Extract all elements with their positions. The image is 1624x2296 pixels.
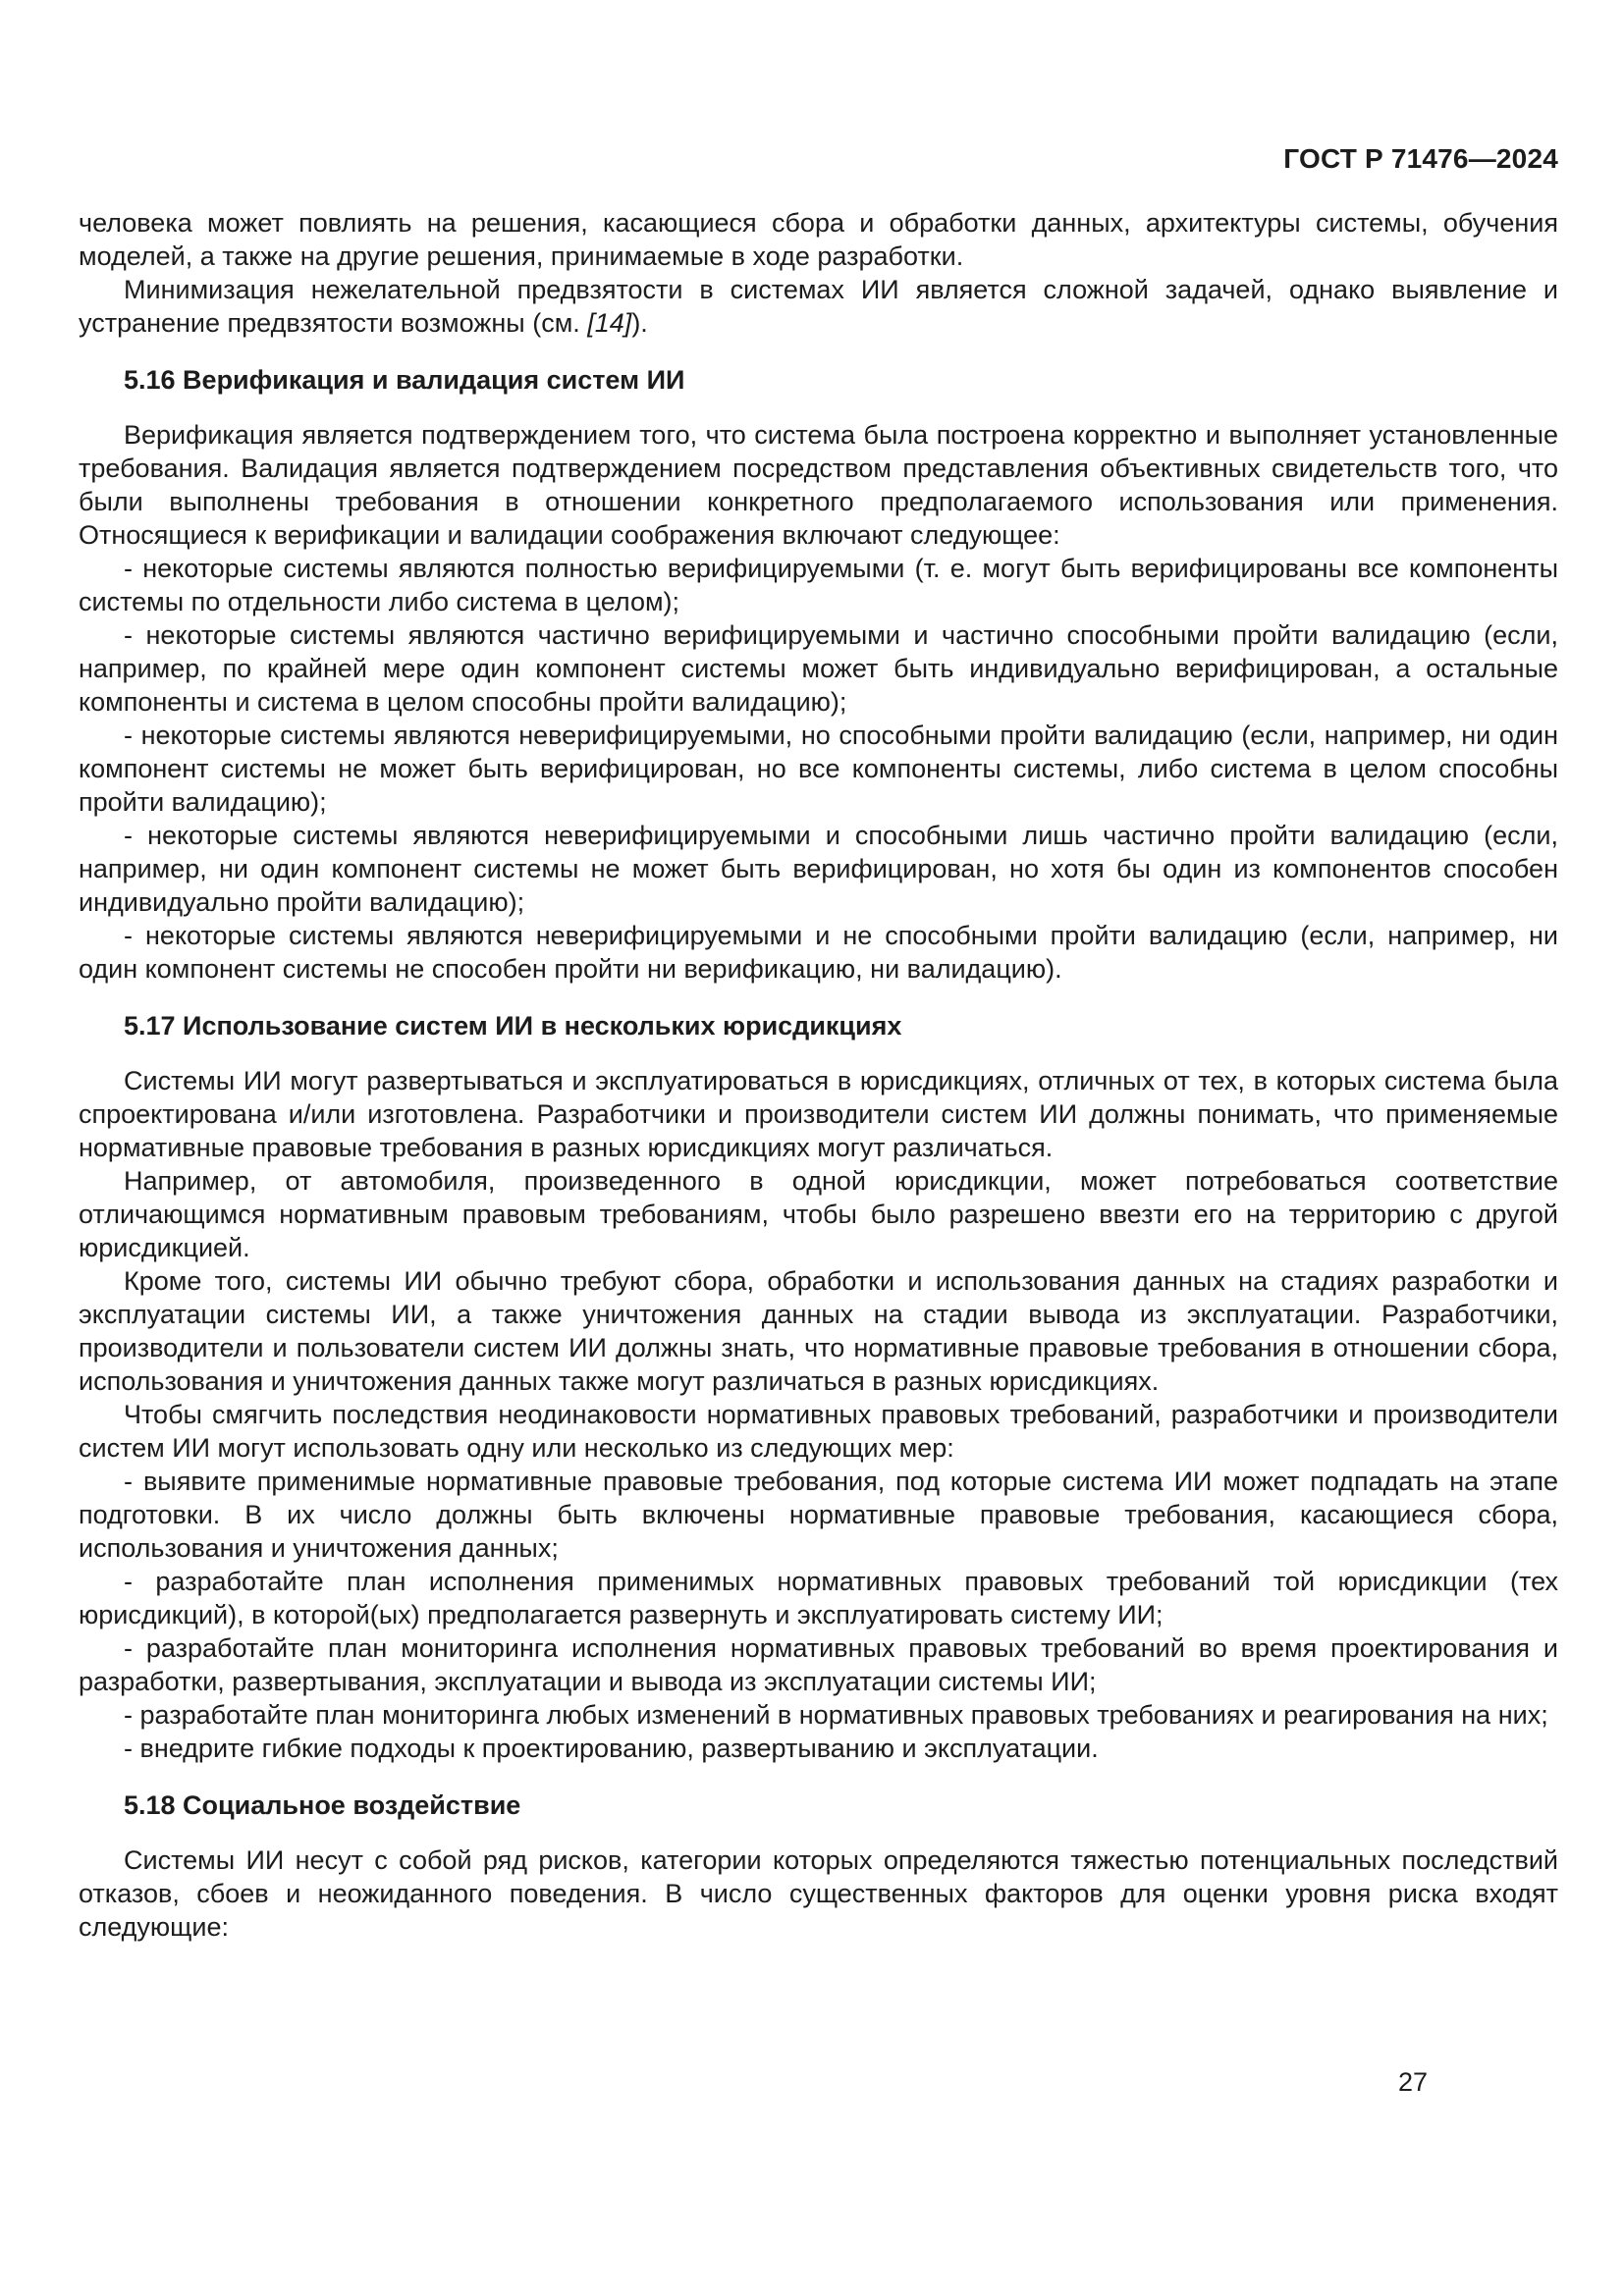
paragraph-jurisdictions-deployment: Системы ИИ могут развертываться и эксплуатироваться в юрисдикциях, отличных от тех, в которых система была спроектирована и/или изготовлена. Разработчики и производители систем ИИ должны понимать, что применяемые нормативные правовые требования в разных юрисдикциях могут различаться. (79, 1066, 1558, 1162)
section-heading-5-17: 5.17 Использование систем ИИ в нескольких юрисдикциях (124, 1011, 902, 1041)
list-item-nonverifiable-validatable: - некоторые системы являются неверифицируемыми, но способными пройти валидацию (если, например, ни один компонент системы не может быть верифицирован, но все компоненты системы, либо система в целом способны пройти валидацию); (79, 721, 1558, 817)
running-header: ГОСТ Р 71476—2024 (1283, 143, 1558, 174)
paragraph-bias-minimization-text: Минимизация нежелательной предвзятости в системах ИИ является сложной задачей, однако выявление и устранение предвзятости возможны (см. (79, 275, 1558, 338)
list-item-nonverifiable-nonvalidatable: - некоторые системы являются неверифицируемыми и не способными пройти валидацию (если, например, ни один компонент системы не способен пройти ни верификацию, ни валидацию). (79, 921, 1558, 984)
list-item-partially-verifiable: - некоторые системы являются частично верифицируемыми и частично способными пройти валидацию (если, например, по крайней мере один компонент системы может быть индивидуально верифицирован, а остальные компоненты и система в целом способны пройти валидацию); (79, 620, 1558, 717)
list-item-compliance-plan: - разработайте план исполнения применимых нормативных правовых требований той юрисдикции (тех юрисдикций), в которой(ых) предполагается развернуть и эксплуатировать систему ИИ; (79, 1567, 1558, 1629)
paragraph-verification-intro: Верификация является подтверждением того, что система была построена корректно и выполняет установленные требования. Валидация является подтверждением посредством представления объективных свидетельств того, что были выполнены требования в отношении конкретного предполагаемого использования или применения. Относящиеся к верификации и валидации соображения включают следующее: (79, 420, 1558, 550)
list-item-identify-requirements: - выявите применимые нормативные правовые требования, под которые система ИИ может подпадать на этапе подготовки. В их число должны быть включены нормативные правовые требования, касающиеся сбора, использования и уничтожения данных; (79, 1467, 1558, 1563)
paragraph-jurisdictions-car-example: Например, от автомобиля, произведенного в одной юрисдикции, может потребоваться соответствие отличающимся нормативным правовым требованиям, чтобы было разрешено ввезти его на территорию с другой юрисдикцией. (79, 1166, 1558, 1262)
list-item-change-monitoring-plan: - разработайте план мониторинга любых изменений в нормативных правовых требованиях и реагирования на них; (124, 1700, 1548, 1730)
paragraph-bias-minimization-end: ). (631, 308, 648, 338)
page-number: 27 (1398, 2067, 1429, 2097)
paragraph-bias-minimization (79, 273, 1558, 340)
section-heading-5-18: 5.18 Социальное воздействие (124, 1790, 521, 1820)
list-item-flexible-approaches: - внедрите гибкие подходы к проектированию, развертыванию и эксплуатации. (124, 1734, 1099, 1763)
paragraph-jurisdictions-data-lifecycle: Кроме того, системы ИИ обычно требуют сбора, обработки и использования данных на стадиях разработки и эксплуатации системы ИИ, а также уничтожения данных на стадии вывода из эксплуатации. Разработчики, производители и пользователи систем ИИ должны знать, что нормативные правовые требования в отношении сбора, использования и уничтожения данных также могут различаться в разных юрисдикциях. (79, 1266, 1558, 1396)
section-heading-5-16: 5.16 Верификация и валидация систем ИИ (124, 365, 685, 395)
bibliography-reference-14: [14] (587, 308, 632, 338)
list-item-nonverifiable-partially-validatable: - некоторые системы являются неверифицируемыми и способными лишь частично пройти валидацию (если, например, ни один компонент системы не может быть верифицирован, но хотя бы один из компонентов способен индивидуально пройти валидацию); (79, 821, 1558, 917)
paragraph-jurisdictions-mitigation-intro: Чтобы смягчить последствия неодинаковости нормативных правовых требований, разработчики и производители систем ИИ могут использовать одну или несколько из следующих мер: (79, 1400, 1558, 1463)
paragraph-bias-continuation: человека может повлиять на решения, касающиеся сбора и обработки данных, архитектуры системы, обучения моделей, а также на другие решения, принимаемые в ходе разработки. (79, 208, 1558, 271)
list-item-monitoring-plan: - разработайте план мониторинга исполнения нормативных правовых требований во время проектирования и разработки, развертывания, эксплуатации и вывода из эксплуатации системы ИИ; (79, 1633, 1558, 1696)
paragraph-social-impact-intro: Системы ИИ несут с собой ряд рисков, категории которых определяются тяжестью потенциальных последствий отказов, сбоев и неожиданного поведения. В число существенных факторов для оценки уровня риска входят следующие: (79, 1845, 1558, 1942)
list-item-fully-verifiable: - некоторые системы являются полностью верифицируемыми (т. е. могут быть верифицированы все компоненты системы по отдельности либо система в целом); (79, 554, 1558, 616)
document-body (79, 206, 1558, 1944)
